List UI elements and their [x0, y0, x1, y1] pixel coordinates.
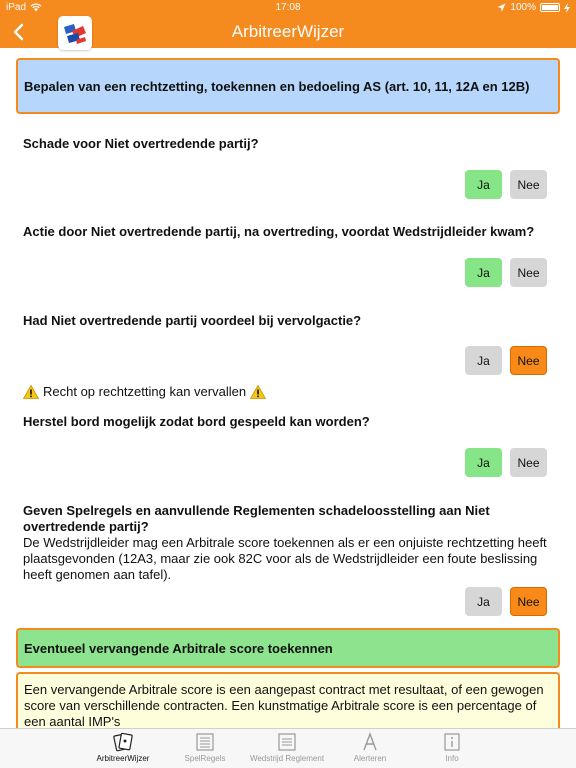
- content-scroll-area[interactable]: [0, 48, 576, 728]
- result-note-text: Een vervangende Arbitrale score is een aangepast contract met resultaat, of een gewogen score van verschillende contracten. Een kunstmatige Arbitrale score is een percentage of een aantal IMP's: [24, 682, 544, 728]
- tab-label: SpelRegels: [184, 754, 226, 763]
- location-arrow-icon: [497, 3, 506, 12]
- warning-message: [23, 384, 266, 399]
- status-right: [497, 2, 570, 13]
- question-5-no-button[interactable]: Nee: [510, 587, 547, 616]
- cards-icon: [112, 732, 134, 752]
- question-3-no-button[interactable]: Nee: [510, 346, 547, 375]
- tab-label: Wedstrijd Reglement: [249, 754, 325, 763]
- question-3-yes-button[interactable]: Ja: [465, 346, 502, 375]
- info-icon: [442, 732, 462, 752]
- section-header-text: Bepalen van een rechtzetting, toekennen en bedoeling AS (art. 10, 11, 12A en 12B): [24, 78, 530, 94]
- result-note: [16, 672, 560, 728]
- question-1: Schade voor Niet overtredende partij?: [23, 136, 259, 151]
- warning-icon: [250, 385, 266, 399]
- result-title: Eventueel vervangende Arbitrale score toekennen: [24, 640, 333, 656]
- charging-bolt-icon: [564, 3, 570, 13]
- question-1-no-button[interactable]: Nee: [510, 170, 547, 199]
- device-name: iPad: [6, 2, 27, 13]
- alert-letter-icon: [360, 732, 380, 752]
- tab-wedstrijd-reglement[interactable]: [247, 732, 327, 763]
- question-2: Actie door Niet overtredende partij, na overtreding, voordat Wedstrijdleider kwam?: [23, 224, 535, 239]
- section-header: [16, 58, 560, 114]
- tab-bar: [0, 728, 576, 768]
- question-3: Had Niet overtredende partij voordeel bij vervolgactie?: [23, 313, 362, 328]
- battery-icon: [540, 3, 560, 12]
- question-5-description: De Wedstrijdleider mag een Arbitrale score toekennen als er een onjuiste rechtzetting heeft plaatsgevonden (12A3, maar zie ook 82C voor als de Wedstrijdleider een foute beslissing heeft genomen aan tafel).: [23, 535, 547, 582]
- tab-label: ArbitreerWijzer: [96, 754, 150, 763]
- tab-spelregels[interactable]: [165, 732, 245, 763]
- question-5: [23, 503, 553, 583]
- warning-text: Recht op rechtzetting kan vervallen: [43, 384, 247, 399]
- warning-icon: [23, 385, 39, 399]
- battery-percentage: 100%: [510, 2, 536, 13]
- question-1-yes-button[interactable]: Ja: [465, 170, 502, 199]
- status-bar: [0, 0, 576, 16]
- tab-label: Alerteren: [353, 754, 387, 763]
- tab-arbitreerwijzer[interactable]: [83, 732, 163, 763]
- list-icon: [277, 732, 297, 752]
- status-time: 17:08: [275, 2, 301, 13]
- result-box: [16, 628, 560, 668]
- book-icon: [195, 732, 215, 752]
- question-5-yes-button[interactable]: Ja: [465, 587, 502, 616]
- question-2-no-button[interactable]: Nee: [510, 258, 547, 287]
- question-4-yes-button[interactable]: Ja: [465, 448, 502, 477]
- page-title: ArbitreerWijzer: [231, 22, 345, 41]
- tab-alerteren[interactable]: [330, 732, 410, 763]
- navigation-bar: [0, 16, 576, 48]
- question-2-yes-button[interactable]: Ja: [465, 258, 502, 287]
- tab-label: Info: [445, 754, 459, 763]
- tab-info[interactable]: [412, 732, 492, 763]
- question-4: Herstel bord mogelijk zodat bord gespeeld kan worden?: [23, 414, 370, 429]
- question-4-no-button[interactable]: Nee: [510, 448, 547, 477]
- question-5-title: Geven Spelregels en aanvullende Reglementen schadeloosstelling aan Niet overtredende partij?: [23, 503, 490, 534]
